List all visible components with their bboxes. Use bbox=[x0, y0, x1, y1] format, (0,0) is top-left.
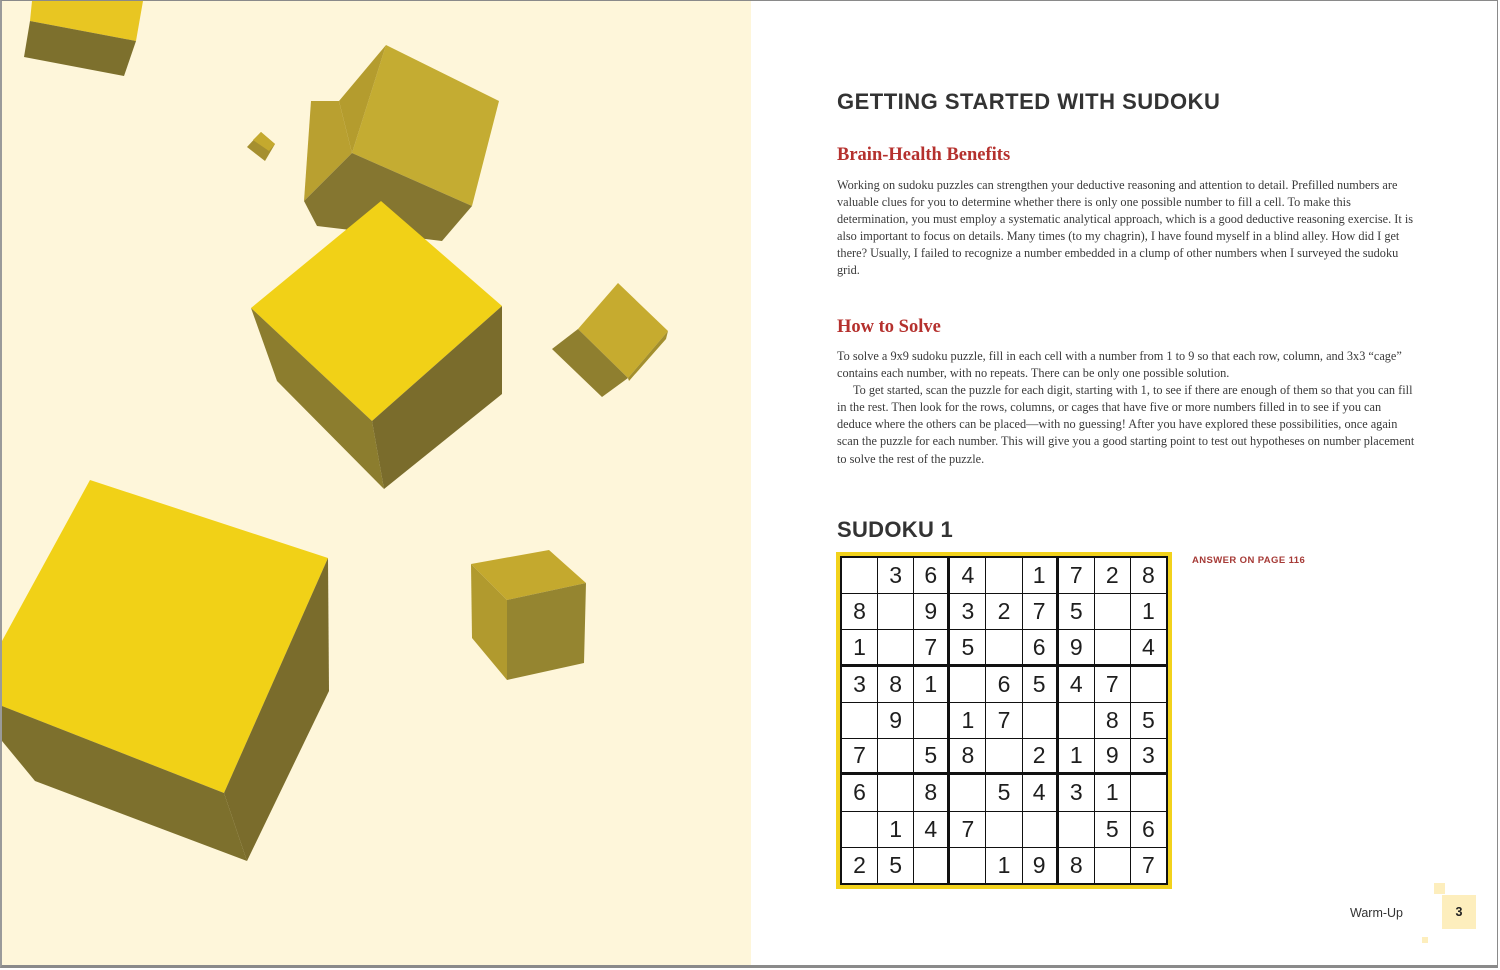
cube-top-left bbox=[24, 1, 143, 76]
left-page-illustration bbox=[2, 1, 751, 968]
cube-center-large bbox=[251, 201, 502, 489]
sudoku-cell-given: 3 bbox=[1059, 775, 1094, 810]
sudoku-cell-given: 7 bbox=[1131, 848, 1166, 883]
sudoku-cell-given: 4 bbox=[1059, 667, 1094, 702]
sudoku-cell-given: 4 bbox=[1023, 775, 1056, 810]
sudoku-cell-given: 8 bbox=[1059, 848, 1094, 883]
sudoku-cell-given: 4 bbox=[914, 812, 947, 847]
sudoku-cell-empty[interactable] bbox=[842, 703, 877, 738]
sudoku-cell-given: 6 bbox=[986, 667, 1021, 702]
sudoku-cell-given: 5 bbox=[1059, 594, 1094, 629]
sudoku-cell-empty[interactable] bbox=[1095, 630, 1130, 663]
sudoku-cell-given: 1 bbox=[1095, 775, 1130, 810]
sudoku-cell-given: 1 bbox=[1023, 558, 1056, 593]
cube-right-small bbox=[552, 283, 668, 397]
footer-decor-square bbox=[1434, 883, 1445, 894]
sudoku-cell-empty[interactable] bbox=[1023, 703, 1056, 738]
sudoku-cell-empty[interactable] bbox=[950, 848, 985, 883]
sudoku-cell-given: 3 bbox=[878, 558, 913, 593]
sudoku-cell-empty[interactable] bbox=[914, 703, 947, 738]
sudoku-cell-given: 7 bbox=[1059, 558, 1094, 593]
sudoku-cell-given: 1 bbox=[842, 630, 877, 663]
sudoku-cell-given: 4 bbox=[950, 558, 985, 593]
sudoku-cell-empty[interactable] bbox=[1059, 812, 1094, 847]
sudoku-cell-empty[interactable] bbox=[878, 775, 913, 810]
sudoku-cell-given: 7 bbox=[1023, 594, 1056, 629]
sudoku-cell-empty[interactable] bbox=[842, 812, 877, 847]
sudoku-cell-given: 1 bbox=[1131, 594, 1166, 629]
footer-section-label: Warm-Up bbox=[1350, 906, 1404, 920]
sudoku-cell-given: 6 bbox=[1131, 812, 1166, 847]
sudoku-cell-empty[interactable] bbox=[986, 558, 1021, 593]
sudoku-cell-given: 7 bbox=[986, 703, 1021, 738]
sudoku-cell-given: 5 bbox=[986, 775, 1021, 810]
sudoku-cell-given: 2 bbox=[1023, 739, 1056, 772]
sudoku-cell-empty[interactable] bbox=[878, 594, 913, 629]
sudoku-cell-given: 8 bbox=[950, 739, 985, 772]
sudoku-cell-empty[interactable] bbox=[986, 812, 1021, 847]
sudoku-cell-given: 5 bbox=[1131, 703, 1166, 738]
paragraph: To get started, scan the puzzle for each digit, starting with 1, to see if there are enough of them so that you can fill in the rest. Then look for the rows, columns, or cages that have five or more numbers filled in to see if you can deduce where the others can be placed—with no guessing! After you have explored these possibilities, once again scan the puzzle for each number. This will give you a good starting point to test out hypotheses on number placement to solve the rest of the puzzle. bbox=[837, 383, 1415, 466]
sudoku-cell-empty[interactable] bbox=[878, 739, 913, 772]
sudoku-cell-given: 5 bbox=[950, 630, 985, 663]
page-title: GETTING STARTED WITH SUDOKU bbox=[837, 89, 1221, 114]
sudoku-cell-given: 2 bbox=[986, 594, 1021, 629]
cube-tiny bbox=[247, 132, 275, 161]
sudoku-cell-given: 8 bbox=[878, 667, 913, 702]
sudoku-cell-given: 6 bbox=[1023, 630, 1056, 663]
sudoku-cell-empty[interactable] bbox=[842, 558, 877, 593]
floating-cubes-illustration bbox=[2, 1, 751, 968]
puzzle-title: SUDOKU 1 bbox=[837, 517, 954, 542]
cube-upper-middle bbox=[304, 45, 499, 241]
sudoku-cell-empty[interactable] bbox=[1095, 848, 1130, 883]
sudoku-cell-given: 1 bbox=[878, 812, 913, 847]
sudoku-cell-given: 3 bbox=[842, 667, 877, 702]
sudoku-cell-given: 1 bbox=[986, 848, 1021, 883]
paragraph: Working on sudoku puzzles can strengthen your deductive reasoning and attention to detail. Prefilled numbers are valuable clues for you to determine whether there is only one possible number to fill a cell. To make this determination, you must employ a systematic analytical approach, which is a good deductive reasoning exercise. It is also important to focus on details. Many times (to my chagrin), I have found myself in a blind alley. How did I get there? Usually, I failed to recognize a number embedded in a clump of other numbers when I surveyed the sudoku grid. bbox=[837, 178, 1414, 278]
page-number: 3 bbox=[1442, 895, 1476, 929]
sudoku-cell-given: 3 bbox=[1131, 739, 1166, 772]
sudoku-cell-empty[interactable] bbox=[1023, 812, 1056, 847]
sudoku-cell-given: 1 bbox=[950, 703, 985, 738]
sudoku-grid-frame bbox=[836, 552, 1172, 889]
right-page bbox=[751, 1, 1498, 968]
sudoku-cell-given: 9 bbox=[1095, 739, 1130, 772]
sudoku-cell-given: 8 bbox=[1095, 703, 1130, 738]
cube-bottom-right bbox=[471, 550, 586, 680]
section-body-how-to-solve bbox=[837, 348, 1417, 468]
sudoku-cell-empty[interactable] bbox=[986, 739, 1021, 772]
section-heading-brain-health: Brain-Health Benefits bbox=[837, 145, 1011, 165]
sudoku-cell-given: 7 bbox=[842, 739, 877, 772]
sudoku-cell-empty[interactable] bbox=[1131, 667, 1166, 702]
sudoku-cell-given: 2 bbox=[842, 848, 877, 883]
sudoku-cell-empty[interactable] bbox=[1131, 775, 1166, 810]
sudoku-cell-given: 5 bbox=[914, 739, 947, 772]
sudoku-cell-given: 9 bbox=[914, 594, 947, 629]
sudoku-cell-given: 1 bbox=[914, 667, 947, 702]
sudoku-cell-given: 6 bbox=[914, 558, 947, 593]
answer-page-note: ANSWER ON PAGE 116 bbox=[1192, 555, 1306, 566]
sudoku-cell-empty[interactable] bbox=[1059, 703, 1094, 738]
section-body-brain-health bbox=[837, 177, 1417, 280]
sudoku-cell-given: 7 bbox=[950, 812, 985, 847]
sudoku-cell-given: 7 bbox=[914, 630, 947, 663]
sudoku-cell-given: 7 bbox=[1095, 667, 1130, 702]
sudoku-cell-empty[interactable] bbox=[1095, 594, 1130, 629]
sudoku-cell-given: 6 bbox=[842, 775, 877, 810]
sudoku-cell-given: 2 bbox=[1095, 558, 1130, 593]
sudoku-cell-empty[interactable] bbox=[950, 667, 985, 702]
cube-bottom-left-large bbox=[2, 480, 329, 861]
sudoku-cell-empty[interactable] bbox=[986, 630, 1021, 663]
sudoku-cell-empty[interactable] bbox=[914, 848, 947, 883]
sudoku-cell-given: 5 bbox=[878, 848, 913, 883]
sudoku-cell-given: 4 bbox=[1131, 630, 1166, 663]
sudoku-cell-given: 3 bbox=[950, 594, 985, 629]
footer-decor-square bbox=[1422, 937, 1428, 943]
sudoku-cell-given: 9 bbox=[878, 703, 913, 738]
sudoku-cell-given: 1 bbox=[1059, 739, 1094, 772]
sudoku-cell-given: 5 bbox=[1023, 667, 1056, 702]
section-heading-how-to-solve: How to Solve bbox=[837, 317, 941, 337]
sudoku-cell-given: 9 bbox=[1023, 848, 1056, 883]
sudoku-cell-empty[interactable] bbox=[950, 775, 985, 810]
sudoku-cell-given: 8 bbox=[1131, 558, 1166, 593]
sudoku-cell-given: 9 bbox=[1059, 630, 1094, 663]
paragraph: To solve a 9x9 sudoku puzzle, fill in each cell with a number from 1 to 9 so that each row, column, and 3x3 “cage” contains each number, with no repeats. There can be only one possible solution. bbox=[837, 349, 1402, 381]
sudoku-cell-given: 8 bbox=[914, 775, 947, 810]
sudoku-grid bbox=[840, 556, 1168, 885]
sudoku-cell-given: 5 bbox=[1095, 812, 1130, 847]
sudoku-cell-given: 8 bbox=[842, 594, 877, 629]
sudoku-cell-empty[interactable] bbox=[878, 630, 913, 663]
